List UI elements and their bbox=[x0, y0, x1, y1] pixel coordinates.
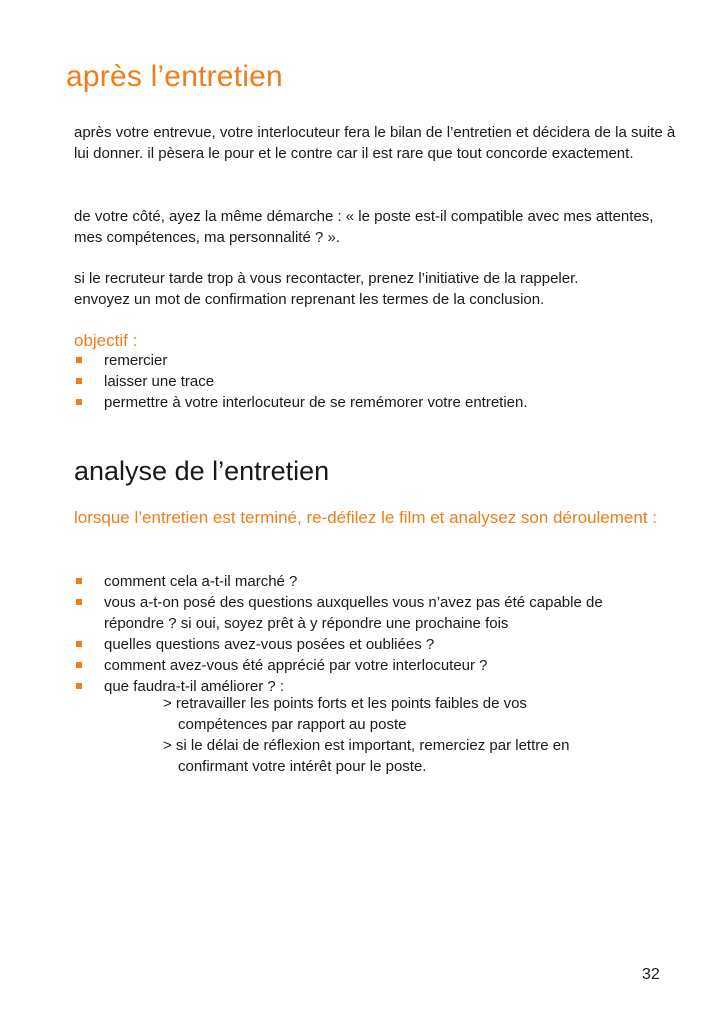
improvement-item bbox=[163, 693, 527, 735]
section-title-apres-entretien: après l’entretien bbox=[66, 60, 283, 93]
list-item: que faudra-t-il améliorer ? : bbox=[74, 676, 664, 697]
improvement-item bbox=[163, 735, 569, 777]
improvement-line: compétences par rapport au poste bbox=[178, 716, 407, 733]
list-item: comment avez-vous été apprécié par votre interlocuteur ? bbox=[74, 655, 664, 676]
improvement-line: > si le délai de réflexion est important, remerciez par lettre en bbox=[163, 737, 570, 754]
improvement-line: > retravailler les points forts et les points faibles de vos bbox=[163, 695, 527, 712]
paragraph-relance bbox=[74, 268, 684, 310]
analyse-intro: lorsque l’entretien est terminé, re-défilez le film et analysez son déroulement : bbox=[74, 508, 658, 527]
objective-label: objectif : bbox=[74, 331, 138, 350]
paragraph-relance-line1: si le recruteur tarde trop à vous recontacter, prenez l’initiative de la rappeler. bbox=[74, 270, 579, 287]
paragraph-relance-line2: envoyez un mot de confirmation reprenant les termes de la conclusion. bbox=[74, 291, 545, 308]
bullet-square-icon bbox=[76, 683, 82, 689]
list-item: vous a-t-on posé des questions auxquelles vous n’avez pas été capable de répondre ? si oui, soyez prêt à y répondre une prochaine fois bbox=[74, 592, 664, 634]
bullet-square-icon bbox=[76, 599, 82, 605]
objectives-list bbox=[74, 350, 528, 413]
page-number: 32 bbox=[642, 966, 660, 983]
list-item: permettre à votre interlocuteur de se remémorer votre entretien. bbox=[74, 392, 528, 413]
bullet-square-icon bbox=[76, 378, 82, 384]
bullet-square-icon bbox=[76, 662, 82, 668]
list-item: comment cela a-t-il marché ? bbox=[74, 571, 664, 592]
bullet-square-icon bbox=[76, 399, 82, 405]
paragraph-bilan: après votre entrevue, votre interlocuteur fera le bilan de l’entretien et décidera de la suite à lui donner. il pèsera le pour et le contre car il est rare que tout concorde exactement. bbox=[74, 124, 676, 162]
list-item: laisser une trace bbox=[74, 371, 528, 392]
bullet-square-icon bbox=[76, 578, 82, 584]
questions-list bbox=[74, 571, 664, 697]
improvement-line: confirmant votre intérêt pour le poste. bbox=[178, 758, 427, 775]
bullet-square-icon bbox=[76, 641, 82, 647]
list-item: quelles questions avez-vous posées et oubliées ? bbox=[74, 634, 664, 655]
list-item: remercier bbox=[74, 350, 528, 371]
section-title-analyse: analyse de l’entretien bbox=[74, 456, 330, 486]
paragraph-demarche: de votre côté, ayez la même démarche : « le poste est-il compatible avec mes attentes, mes compétences, ma personnalité ? ». bbox=[74, 208, 654, 246]
bullet-square-icon bbox=[76, 357, 82, 363]
